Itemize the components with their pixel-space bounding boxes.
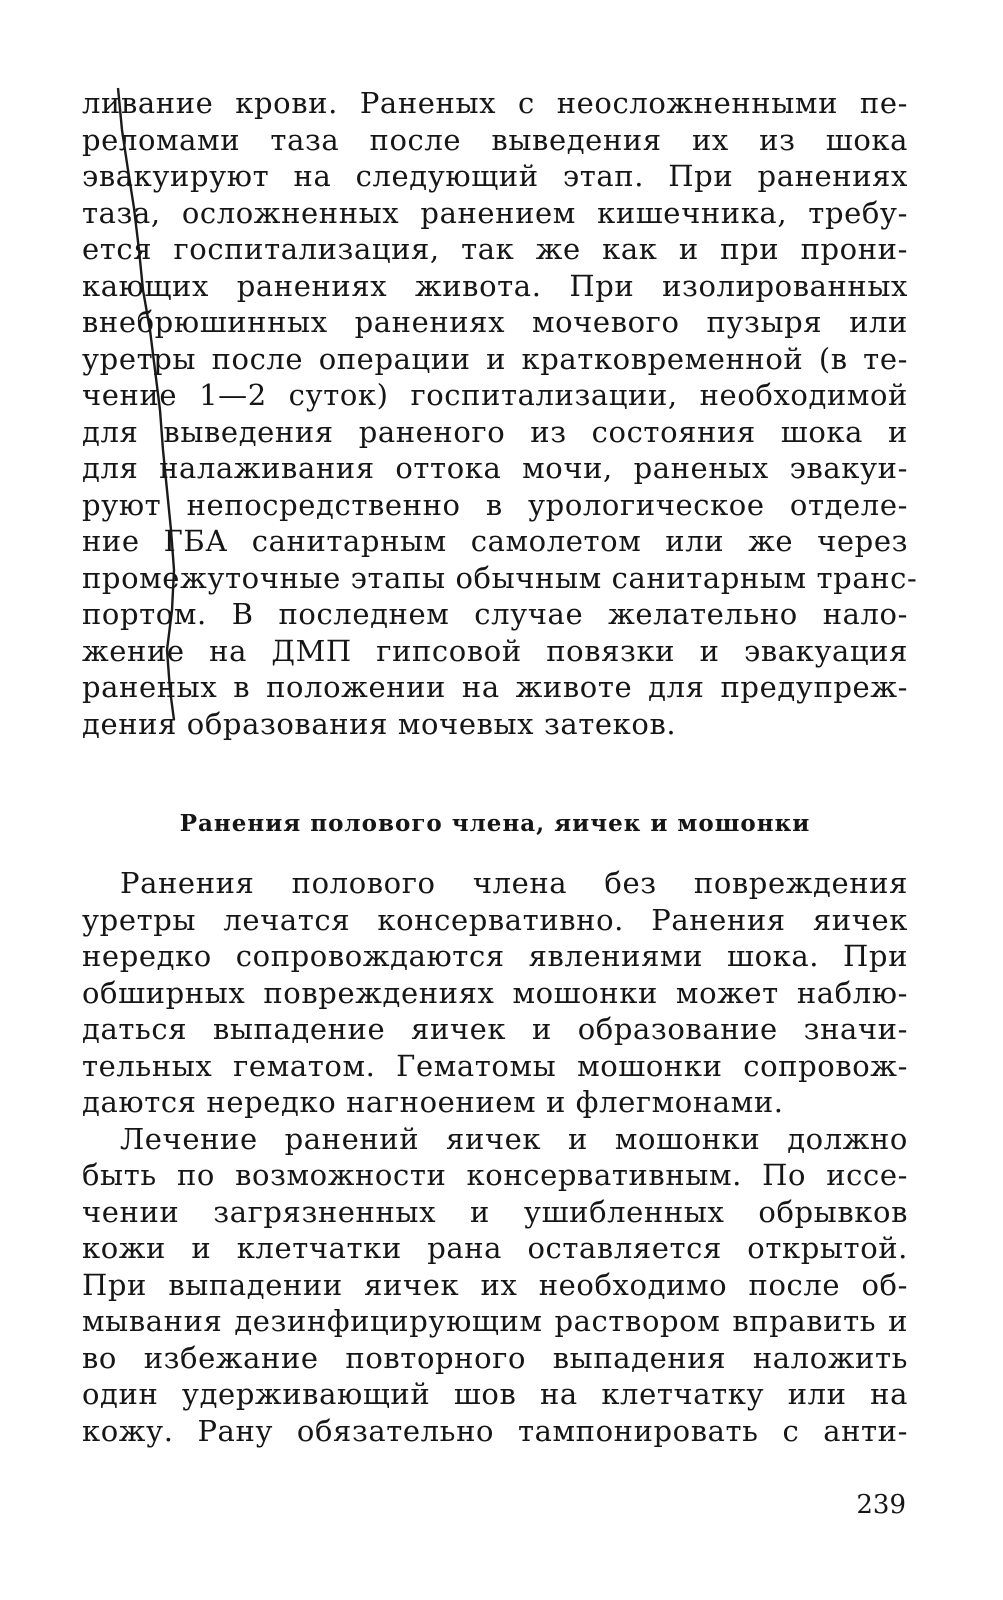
text-line: ние ГБА санитарным самолетом или же через (82, 524, 908, 558)
text-line: кожу. Рану обязательно тампонировать с анти- (82, 1413, 908, 1448)
text-line: ливание крови. Раненых с неосложненными пе- (82, 86, 908, 120)
text-line: кающих ранениях живота. При изолированных (82, 268, 908, 303)
text-line: При выпадении яичек их необходимо после об- (82, 1267, 908, 1302)
text-line: уретры после операции и кратковременной (в те- (82, 341, 908, 376)
text-line: Ранения полового члена без повреждения (120, 866, 908, 900)
text-line: для налаживания оттока мочи, раненых эвакуи- (82, 451, 908, 485)
page-number: 239 (856, 1490, 906, 1520)
text-line: таза, осложненных ранением кишечника, требу- (82, 195, 908, 230)
text-line: даться выпадение яичек и образование значи- (82, 1012, 908, 1046)
text-line: внебрюшинных ранениях мочевого пузыря или (82, 305, 908, 339)
text-line: один удерживающий шов на клетчатку или на (82, 1377, 908, 1411)
text-line: чение 1—2 суток) госпитализации, необходимой (82, 378, 908, 412)
text-line: жение на ДМП гипсовой повязки и эвакуация (82, 633, 908, 668)
text-line: мывания дезинфицирующим раствором вправить и (82, 1304, 908, 1338)
text-line: руют непосредственно в урологическое отделе- (82, 487, 908, 522)
text-line: эвакуируют на следующий этап. При ранениях (82, 159, 908, 193)
text-line: промежуточные этапы обычным санитарным транс- (82, 560, 918, 595)
text-line: для выведения раненого из состояния шока и (82, 414, 908, 449)
text-line: обширных повреждениях мошонки может наблю- (82, 975, 908, 1010)
text-line: даются нередко нагноением и флегмонами. (82, 1085, 784, 1119)
text-line: кожи и клетчатки рана оставляется открытой. (82, 1231, 908, 1265)
paragraph-2 (82, 865, 908, 1449)
text-line: раненых в положении на животе для предупреж- (82, 670, 908, 704)
text-line: уретры лечатся консервативно. Ранения яичек (82, 902, 908, 937)
text-line: дения образования мочевых затеков. (82, 706, 677, 741)
text-line: Лечение ранений яичек и мошонки должно (120, 1121, 908, 1156)
text-line: нередко сопровождаются явлениями шока. При (82, 939, 908, 973)
text-line: портом. В последнем случае желательно нало- (82, 597, 908, 631)
text-line: чении загрязненных и ушибленных обрывков (82, 1194, 908, 1229)
text-line: реломами таза после выведения их из шока (82, 122, 908, 157)
section-heading: Ранения полового члена, яичек и мошонки (179, 810, 811, 837)
paragraph-1 (82, 85, 918, 742)
text-line: ется госпитализация, так же как и при прони- (82, 232, 908, 266)
text-line: быть по возможности консервативным. По иссе- (82, 1158, 908, 1192)
text-line: во избежание повторного выпадения наложить (82, 1340, 908, 1375)
text-line: тельных гематом. Гематомы мошонки сопровож- (82, 1048, 908, 1083)
